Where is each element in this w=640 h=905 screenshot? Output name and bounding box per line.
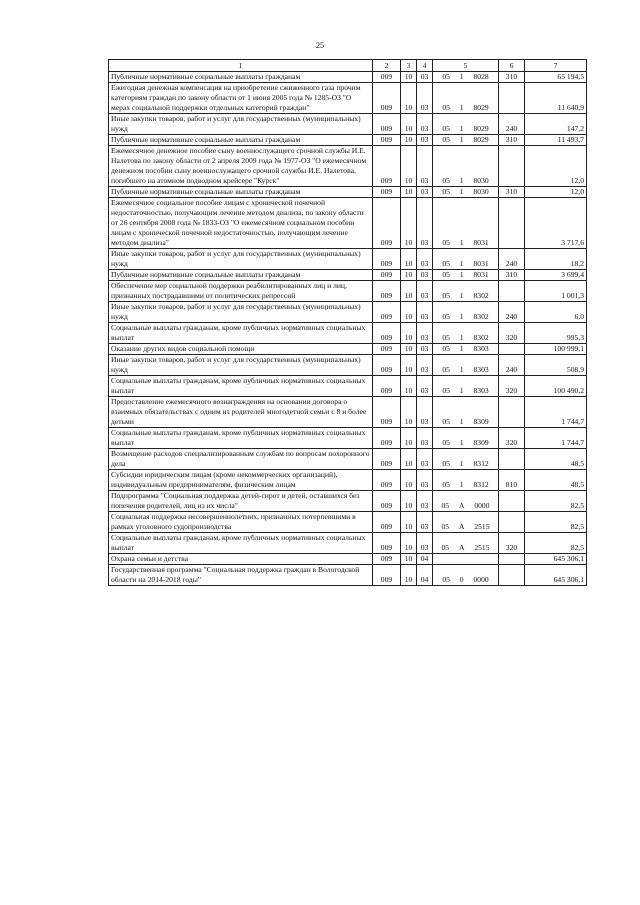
row-description: Социальные выплаты гражданам, кроме публичных нормативных социальных выплат bbox=[109, 376, 373, 397]
row-subsection-code: 03 bbox=[417, 83, 433, 114]
row-amount: 12,0 bbox=[525, 146, 587, 187]
row-target-article: 05 1 8028 bbox=[433, 72, 499, 83]
row-target-article: 05 1 8309 bbox=[433, 397, 499, 428]
row-section-code: 10 bbox=[401, 470, 417, 491]
row-description: Субсидии юридическим лицам (кроме некоммерческих организаций), индивидуальным предпринимателям, физическим лицам bbox=[109, 470, 373, 491]
row-target-article: 05 1 8029 bbox=[433, 114, 499, 135]
row-description: Социальные выплаты гражданам, кроме публичных нормативных социальных выплат bbox=[109, 428, 373, 449]
row-target-article: 05 1 8031 bbox=[433, 270, 499, 281]
row-amount: 18,2 bbox=[525, 249, 587, 270]
row-ministry-code: 009 bbox=[373, 135, 401, 146]
row-description: Возмещение расходов специализированным службам по вопросам похоронного дела bbox=[109, 449, 373, 470]
row-ministry-code: 009 bbox=[373, 114, 401, 135]
row-subsection-code: 03 bbox=[417, 533, 433, 554]
row-section-code: 10 bbox=[401, 554, 417, 565]
row-description: Оказание других видов социальной помощи bbox=[109, 344, 373, 355]
row-target-article: 05 А 0000 bbox=[433, 491, 499, 512]
row-section-code: 10 bbox=[401, 135, 417, 146]
table-row bbox=[109, 187, 587, 198]
row-section-code: 10 bbox=[401, 187, 417, 198]
table-row bbox=[109, 302, 587, 323]
table-row bbox=[109, 428, 587, 449]
row-amount: 645 306,1 bbox=[525, 554, 587, 565]
table-row bbox=[109, 533, 587, 554]
row-expense-type: 310 bbox=[499, 187, 525, 198]
row-expense-type: 320 bbox=[499, 428, 525, 449]
row-section-code: 10 bbox=[401, 146, 417, 187]
row-section-code: 10 bbox=[401, 344, 417, 355]
row-target-article: 05 1 8303 bbox=[433, 355, 499, 376]
row-description: Публичные нормативные социальные выплаты гражданам bbox=[109, 270, 373, 281]
row-target-article: 05 А 2515 bbox=[433, 512, 499, 533]
row-description: Социальные выплаты гражданам, кроме публичных нормативных социальных выплат bbox=[109, 323, 373, 344]
page-number: 25 bbox=[316, 41, 324, 50]
row-description: Иные закупки товаров, работ и услуг для государственных (муниципальных) нужд bbox=[109, 114, 373, 135]
row-ministry-code: 009 bbox=[373, 491, 401, 512]
row-amount: 82,5 bbox=[525, 491, 587, 512]
row-ministry-code: 009 bbox=[373, 554, 401, 565]
row-section-code: 10 bbox=[401, 302, 417, 323]
row-section-code: 10 bbox=[401, 83, 417, 114]
row-description: Государственная программа "Социальная поддержка граждан в Вологодской области на 2014-2018 годы" bbox=[109, 565, 373, 586]
row-amount: 65 194,5 bbox=[525, 72, 587, 83]
row-expense-type bbox=[499, 554, 525, 565]
row-subsection-code: 04 bbox=[417, 554, 433, 565]
row-amount: 1 001,3 bbox=[525, 281, 587, 302]
table-row bbox=[109, 72, 587, 83]
row-target-article: 05 А 2515 bbox=[433, 533, 499, 554]
row-amount: 48,5 bbox=[525, 449, 587, 470]
row-section-code: 10 bbox=[401, 428, 417, 449]
header-col-1: 1 bbox=[109, 60, 373, 72]
row-expense-type bbox=[499, 281, 525, 302]
row-amount: 12,0 bbox=[525, 187, 587, 198]
row-amount: 48,5 bbox=[525, 470, 587, 491]
row-amount: 508,9 bbox=[525, 355, 587, 376]
row-subsection-code: 03 bbox=[417, 249, 433, 270]
row-target-article: 05 1 8030 bbox=[433, 187, 499, 198]
header-col-2: 2 bbox=[373, 60, 401, 72]
row-subsection-code: 03 bbox=[417, 281, 433, 302]
row-expense-type bbox=[499, 512, 525, 533]
row-amount: 1 744,7 bbox=[525, 428, 587, 449]
row-ministry-code: 009 bbox=[373, 270, 401, 281]
table-row bbox=[109, 146, 587, 187]
table-row bbox=[109, 198, 587, 249]
row-ministry-code: 009 bbox=[373, 470, 401, 491]
row-subsection-code: 03 bbox=[417, 114, 433, 135]
row-amount: 3 717,6 bbox=[525, 198, 587, 249]
row-section-code: 10 bbox=[401, 72, 417, 83]
row-ministry-code: 009 bbox=[373, 146, 401, 187]
table-row bbox=[109, 270, 587, 281]
row-expense-type: 310 bbox=[499, 72, 525, 83]
row-ministry-code: 009 bbox=[373, 533, 401, 554]
table-row bbox=[109, 397, 587, 428]
row-target-article: 05 1 8309 bbox=[433, 428, 499, 449]
row-ministry-code: 009 bbox=[373, 281, 401, 302]
row-expense-type: 310 bbox=[499, 135, 525, 146]
row-section-code: 10 bbox=[401, 249, 417, 270]
row-expense-type: 320 bbox=[499, 323, 525, 344]
row-subsection-code: 03 bbox=[417, 270, 433, 281]
row-description: Предоставление ежемесячного вознаграждения на основании договора о взаимных обязательствах с одним из родителей многодетной семьи с 8 и более детьми bbox=[109, 397, 373, 428]
row-description: Публичные нормативные социальные выплаты гражданам bbox=[109, 187, 373, 198]
row-expense-type bbox=[499, 565, 525, 586]
table-row bbox=[109, 470, 587, 491]
row-ministry-code: 009 bbox=[373, 397, 401, 428]
row-amount: 11 640,9 bbox=[525, 83, 587, 114]
row-description: Иные закупки товаров, работ и услуг для государственных (муниципальных) нужд bbox=[109, 355, 373, 376]
row-description: Ежемесячное денежное пособие сыну военнослужащего срочной службы И.Е. Налетова по закону области от 2 апреля 2009 года № 1977-ОЗ "О ежемесячном денежном пособии сыну военнослужащего срочной службы И.Е. Налетова, погибшего на атомном подводном крейсере "Курск" bbox=[109, 146, 373, 187]
row-subsection-code: 03 bbox=[417, 397, 433, 428]
row-ministry-code: 009 bbox=[373, 249, 401, 270]
header-col-3: 3 bbox=[401, 60, 417, 72]
table-row bbox=[109, 281, 587, 302]
row-amount: 3 699,4 bbox=[525, 270, 587, 281]
table-row bbox=[109, 83, 587, 114]
row-description: Иные закупки товаров, работ и услуг для государственных (муниципальных) нужд bbox=[109, 249, 373, 270]
row-target-article: 05 1 8031 bbox=[433, 198, 499, 249]
row-expense-type bbox=[499, 83, 525, 114]
row-section-code: 10 bbox=[401, 533, 417, 554]
row-expense-type bbox=[499, 397, 525, 428]
row-expense-type bbox=[499, 449, 525, 470]
row-section-code: 10 bbox=[401, 376, 417, 397]
row-description: Иные закупки товаров, работ и услуг для государственных (муниципальных) нужд bbox=[109, 302, 373, 323]
row-amount: 147,2 bbox=[525, 114, 587, 135]
row-target-article: 05 1 8302 bbox=[433, 323, 499, 344]
table-row bbox=[109, 449, 587, 470]
row-expense-type: 240 bbox=[499, 114, 525, 135]
row-section-code: 10 bbox=[401, 198, 417, 249]
table-row bbox=[109, 249, 587, 270]
row-ministry-code: 009 bbox=[373, 83, 401, 114]
row-description: Охрана семьи и детства bbox=[109, 554, 373, 565]
header-col-4: 4 bbox=[417, 60, 433, 72]
table-row bbox=[109, 376, 587, 397]
table-row bbox=[109, 355, 587, 376]
row-subsection-code: 03 bbox=[417, 187, 433, 198]
row-description: Ежемесячное социальное пособие лицам с хронической почечной недостаточностью, получающим лечение методом диализа, по закону области от 26 сентября 2008 года № 1833-ОЗ "О ежемесячном социальном пособии лицам с хронической почечной недостаточностью, получающим лечение методом диализа" bbox=[109, 198, 373, 249]
row-expense-type bbox=[499, 344, 525, 355]
row-section-code: 10 bbox=[401, 281, 417, 302]
row-section-code: 10 bbox=[401, 397, 417, 428]
table-row bbox=[109, 135, 587, 146]
row-target-article: 05 1 8031 bbox=[433, 249, 499, 270]
row-subsection-code: 03 bbox=[417, 323, 433, 344]
row-target-article: 05 1 8302 bbox=[433, 302, 499, 323]
row-expense-type: 310 bbox=[499, 270, 525, 281]
row-target-article: 05 1 8030 bbox=[433, 146, 499, 187]
row-subsection-code: 03 bbox=[417, 512, 433, 533]
row-amount: 995,3 bbox=[525, 323, 587, 344]
row-ministry-code: 009 bbox=[373, 323, 401, 344]
row-description: Обеспечение мер социальной поддержки реабилитированных лиц и лиц, признанных пострадавшими от политических репрессий bbox=[109, 281, 373, 302]
row-expense-type bbox=[499, 198, 525, 249]
row-subsection-code: 03 bbox=[417, 470, 433, 491]
row-target-article bbox=[433, 554, 499, 565]
table-row bbox=[109, 554, 587, 565]
table-row bbox=[109, 512, 587, 533]
row-subsection-code: 03 bbox=[417, 491, 433, 512]
row-ministry-code: 009 bbox=[373, 428, 401, 449]
row-section-code: 10 bbox=[401, 114, 417, 135]
row-ministry-code: 009 bbox=[373, 72, 401, 83]
budget-table bbox=[108, 59, 587, 586]
header-col-6: 6 bbox=[499, 60, 525, 72]
table-row bbox=[109, 565, 587, 586]
row-ministry-code: 009 bbox=[373, 449, 401, 470]
row-description: Ежегодная денежная компенсация на приобретение сжиженного газа прочим категориям граждан по закону области от 1 июня 2005 года № 1285-ОЗ "О мерах социальной поддержки отдельных категорий граждан" bbox=[109, 83, 373, 114]
row-description: Публичные нормативные социальные выплаты гражданам bbox=[109, 135, 373, 146]
row-ministry-code: 009 bbox=[373, 302, 401, 323]
row-amount: 11 493,7 bbox=[525, 135, 587, 146]
row-subsection-code: 03 bbox=[417, 198, 433, 249]
header-row bbox=[109, 60, 587, 72]
row-ministry-code: 009 bbox=[373, 376, 401, 397]
row-amount: 1 744,7 bbox=[525, 397, 587, 428]
row-section-code: 10 bbox=[401, 512, 417, 533]
row-target-article: 05 1 8029 bbox=[433, 135, 499, 146]
row-ministry-code: 009 bbox=[373, 355, 401, 376]
row-section-code: 10 bbox=[401, 491, 417, 512]
row-ministry-code: 009 bbox=[373, 187, 401, 198]
table-row bbox=[109, 323, 587, 344]
header-col-7: 7 bbox=[525, 60, 587, 72]
row-ministry-code: 009 bbox=[373, 344, 401, 355]
row-subsection-code: 03 bbox=[417, 135, 433, 146]
table-body bbox=[109, 72, 587, 586]
row-section-code: 10 bbox=[401, 449, 417, 470]
row-target-article: 05 1 8029 bbox=[433, 83, 499, 114]
row-subsection-code: 03 bbox=[417, 302, 433, 323]
row-amount: 82,5 bbox=[525, 533, 587, 554]
row-section-code: 10 bbox=[401, 355, 417, 376]
table-row bbox=[109, 344, 587, 355]
table-row bbox=[109, 491, 587, 512]
row-amount: 645 306,1 bbox=[525, 565, 587, 586]
row-target-article: 05 1 8302 bbox=[433, 281, 499, 302]
row-expense-type: 240 bbox=[499, 249, 525, 270]
row-amount: 6,0 bbox=[525, 302, 587, 323]
header-col-5: 5 bbox=[433, 60, 499, 72]
row-description: Социальные выплаты гражданам, кроме публичных нормативных социальных выплат bbox=[109, 533, 373, 554]
row-amount: 100 999,1 bbox=[525, 344, 587, 355]
row-target-article: 05 0 0000 bbox=[433, 565, 499, 586]
row-target-article: 05 1 8303 bbox=[433, 344, 499, 355]
row-description: Публичные нормативные социальные выплаты гражданам bbox=[109, 72, 373, 83]
row-expense-type: 240 bbox=[499, 355, 525, 376]
row-section-code: 10 bbox=[401, 323, 417, 344]
row-subsection-code: 03 bbox=[417, 449, 433, 470]
row-expense-type: 320 bbox=[499, 376, 525, 397]
row-description: Социальная поддержка несовершеннолетних, признанных потерпевшими в рамках уголовного судопроизводства bbox=[109, 512, 373, 533]
row-section-code: 10 bbox=[401, 565, 417, 586]
row-expense-type bbox=[499, 491, 525, 512]
row-subsection-code: 03 bbox=[417, 428, 433, 449]
row-subsection-code: 03 bbox=[417, 146, 433, 187]
row-subsection-code: 03 bbox=[417, 355, 433, 376]
row-expense-type: 810 bbox=[499, 470, 525, 491]
row-section-code: 10 bbox=[401, 270, 417, 281]
row-expense-type: 320 bbox=[499, 533, 525, 554]
row-expense-type bbox=[499, 146, 525, 187]
row-amount: 100 490,2 bbox=[525, 376, 587, 397]
row-subsection-code: 03 bbox=[417, 376, 433, 397]
row-target-article: 05 1 8303 bbox=[433, 376, 499, 397]
row-subsection-code: 03 bbox=[417, 72, 433, 83]
table-row bbox=[109, 114, 587, 135]
row-description: Подпрограмма "Социальная поддержка детей-сирот и детей, оставшихся без попечения родителей, лиц из их числа" bbox=[109, 491, 373, 512]
row-subsection-code: 04 bbox=[417, 565, 433, 586]
row-ministry-code: 009 bbox=[373, 512, 401, 533]
row-target-article: 05 1 8312 bbox=[433, 449, 499, 470]
row-ministry-code: 009 bbox=[373, 565, 401, 586]
row-target-article: 05 1 8312 bbox=[433, 470, 499, 491]
row-ministry-code: 009 bbox=[373, 198, 401, 249]
row-subsection-code: 03 bbox=[417, 344, 433, 355]
row-amount: 82,5 bbox=[525, 512, 587, 533]
row-expense-type: 240 bbox=[499, 302, 525, 323]
